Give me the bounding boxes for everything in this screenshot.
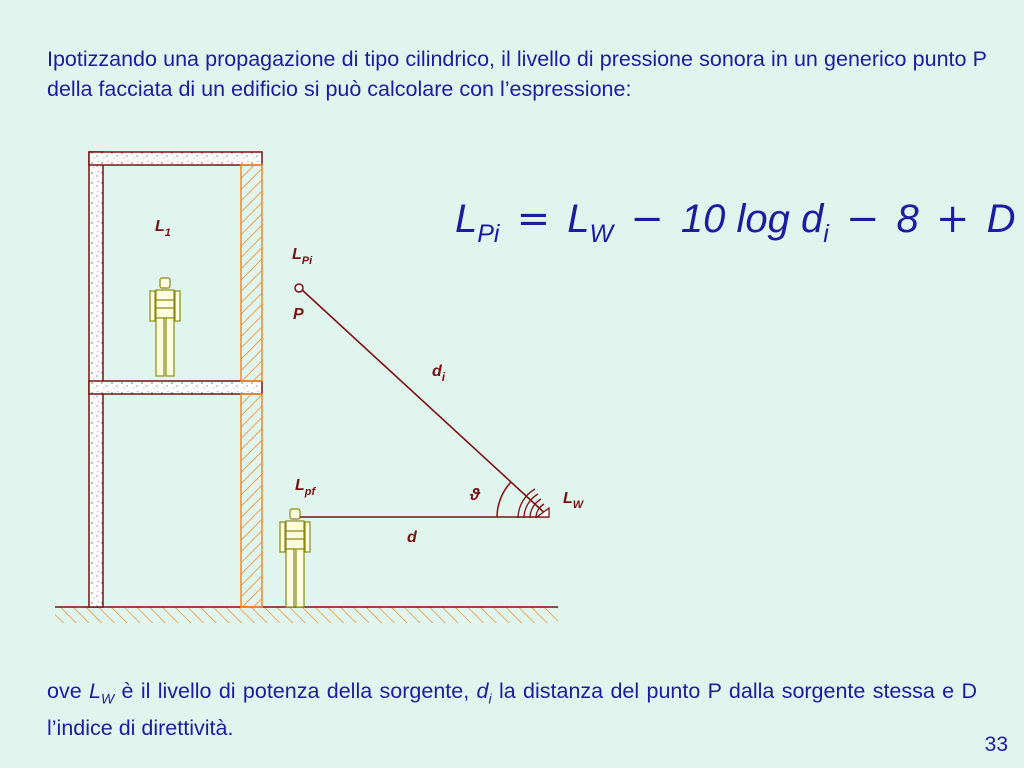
floor-slab	[89, 381, 262, 394]
theta-arc	[497, 482, 511, 517]
footer-text-2: è il livello di potenza della sorgente,	[114, 679, 477, 703]
footer-paragraph	[47, 676, 977, 743]
label-lpf: $L_{pf}$	[295, 477, 316, 498]
formula-log-term: 10 log d	[680, 197, 824, 241]
footer-text-3: la distanza del punto P dalla sorgente stessa e D l’indice di direttività.	[47, 679, 978, 741]
label-point-p: P	[293, 306, 304, 323]
footer-di-sub: i	[488, 690, 492, 707]
formula-directivity: D	[986, 197, 1016, 241]
person-ground-figure	[280, 509, 310, 607]
footer-lw	[89, 679, 115, 707]
label-di: $d_i$	[432, 363, 446, 384]
footer-di-main: d	[476, 679, 489, 703]
page-number: 33	[984, 733, 1008, 756]
label-lpi: $L_{Pi}$	[292, 246, 313, 267]
formula-minus-1: −	[630, 196, 664, 242]
footer-di	[476, 679, 492, 707]
formula-plus: +	[935, 196, 970, 242]
label-d: d	[407, 529, 417, 546]
formula-log-sub: i	[823, 220, 829, 248]
formula-lhs: L	[455, 197, 478, 241]
formula-lw-sub: W	[589, 220, 614, 248]
formula-equals: =	[516, 196, 551, 242]
intro-paragraph: Ipotizzando una propagazione di tipo cilindrico, il livello di pressione sonora in un generico punto P della facciata di un edificio si può calcolare con l’espressione:	[47, 47, 987, 101]
footer-lw-main: L	[89, 679, 101, 703]
formula-constant: 8	[896, 197, 919, 241]
roof-slab	[89, 152, 262, 165]
label-lw: $L_W$	[563, 490, 584, 511]
footer-lw-sub: W	[100, 690, 115, 707]
label-l1: $L_1$	[155, 218, 171, 239]
di-line	[300, 288, 549, 517]
footer-text-1: ove	[47, 679, 90, 703]
formula-lhs-sub: Pi	[477, 220, 500, 248]
formula-minus-2: −	[845, 196, 880, 242]
label-theta: ϑ	[470, 485, 481, 504]
ground	[55, 607, 558, 623]
left-wall	[89, 152, 103, 607]
formula-lw: L	[567, 197, 590, 241]
point-p-marker	[295, 284, 303, 292]
person-upper-figure	[150, 278, 180, 376]
